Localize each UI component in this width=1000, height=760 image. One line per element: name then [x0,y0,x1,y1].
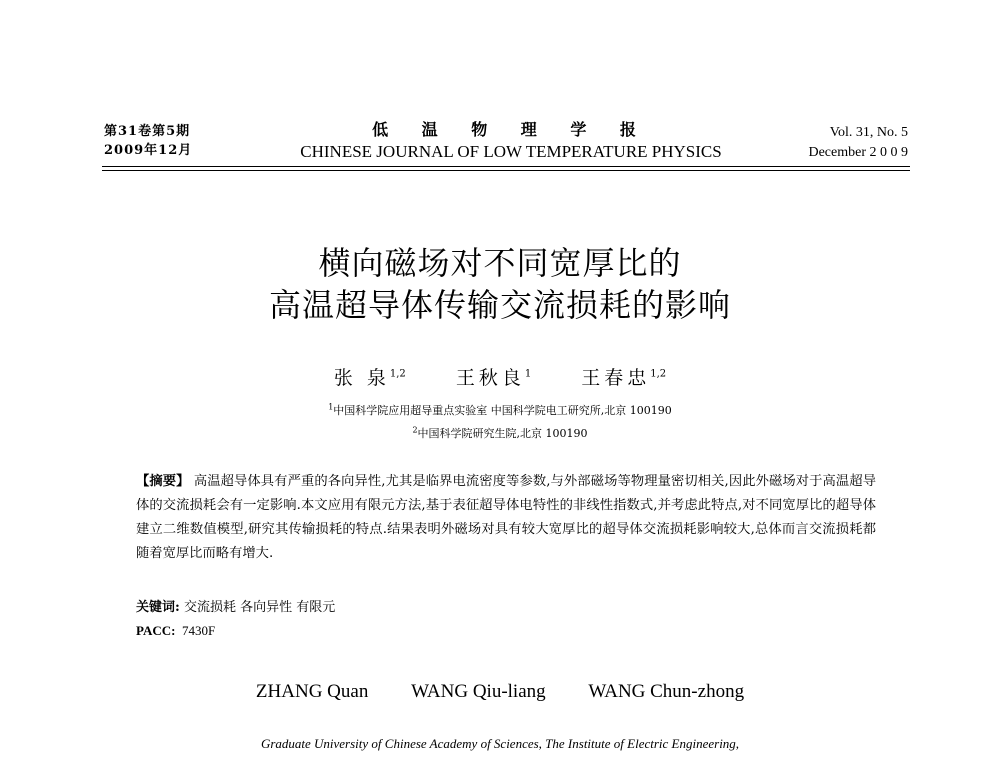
affiliation-1 [200,402,800,418]
header-rule-thick [102,166,910,167]
author-name: 张 泉 [333,367,390,389]
affiliation-2 [200,425,800,441]
author-3 [581,363,666,390]
abstract [136,470,876,566]
keywords-text: 交流损耗 各向异性 有限元 [183,600,336,615]
author-name: 王春忠 [581,367,651,389]
author-sup: 1,2 [650,368,667,380]
keywords [136,598,335,618]
pacc-value: 7430F [181,623,216,638]
affiliation-text: 中国科学院研究生院,北京 100190 [417,427,588,440]
affiliation-text: 中国科学院应用超导重点实验室 中国科学院电工研究所,北京 100190 [333,404,672,417]
title-line-2: 高温超导体传输交流损耗的影响 [268,286,731,324]
journal-en: CHINESE JOURNAL OF LOW TEMPERATURE PHYSICS [300,142,722,161]
author-name: 王秋良 [455,367,525,389]
abstract-label: 【摘要】 [136,474,190,489]
volume-en: Vol. 31, No. 5 [829,125,908,140]
title-line-1: 横向磁场对不同宽厚比的 [318,244,682,282]
volume-cn: 第31卷第5期 [104,124,191,139]
author-sup: 1,2 [389,368,406,380]
authors-cn [250,363,750,390]
affiliation-en: Graduate University of Chinese Academy of Sciences, The Institute of Electric Engineering, [260,736,740,751]
author-1 [334,363,406,390]
pacc-label: PACC: [136,623,176,638]
abstract-text: 高温超导体具有严重的各向异性,尤其是临界电流密度等参数,与外部磁场等物理量密切相关,因此外磁场对于高温超导体的交流损耗会有一定影响.本文应用有限元方法,基于表征超导体电特性的非线性指数式,并考虑此特点,对不同宽厚比的超导体建立二维数值模型,研究其传输损耗的特点.结果表明外磁场对具有较大宽厚比的超导体交流损耗影响较大,总体而言交流损耗都随着宽厚比而略有增大. [136,474,877,561]
header-left [104,122,192,160]
author-2 [456,363,531,390]
author-sup: 1 [524,368,532,380]
author-en-3: WANG Chun-zhong [588,681,745,702]
author-en-1: ZHANG Quan [255,681,369,702]
keywords-label: 关键词: [136,600,180,615]
pacc [136,621,215,641]
author-en-2: WANG Qiu-liang [411,681,546,702]
journal-cn: 低 温 物 理 学 报 [372,120,650,139]
paper-title [150,242,850,326]
date-cn: 2009年12月 [104,143,193,158]
affiliation-sup: 1 [328,402,334,412]
header-right [808,123,908,163]
affiliation-sup: 2 [412,425,418,435]
header-rule-thin [102,170,910,171]
date-en: December 2 0 0 9 [808,145,908,160]
header-center [266,120,756,163]
authors-en [200,681,800,703]
